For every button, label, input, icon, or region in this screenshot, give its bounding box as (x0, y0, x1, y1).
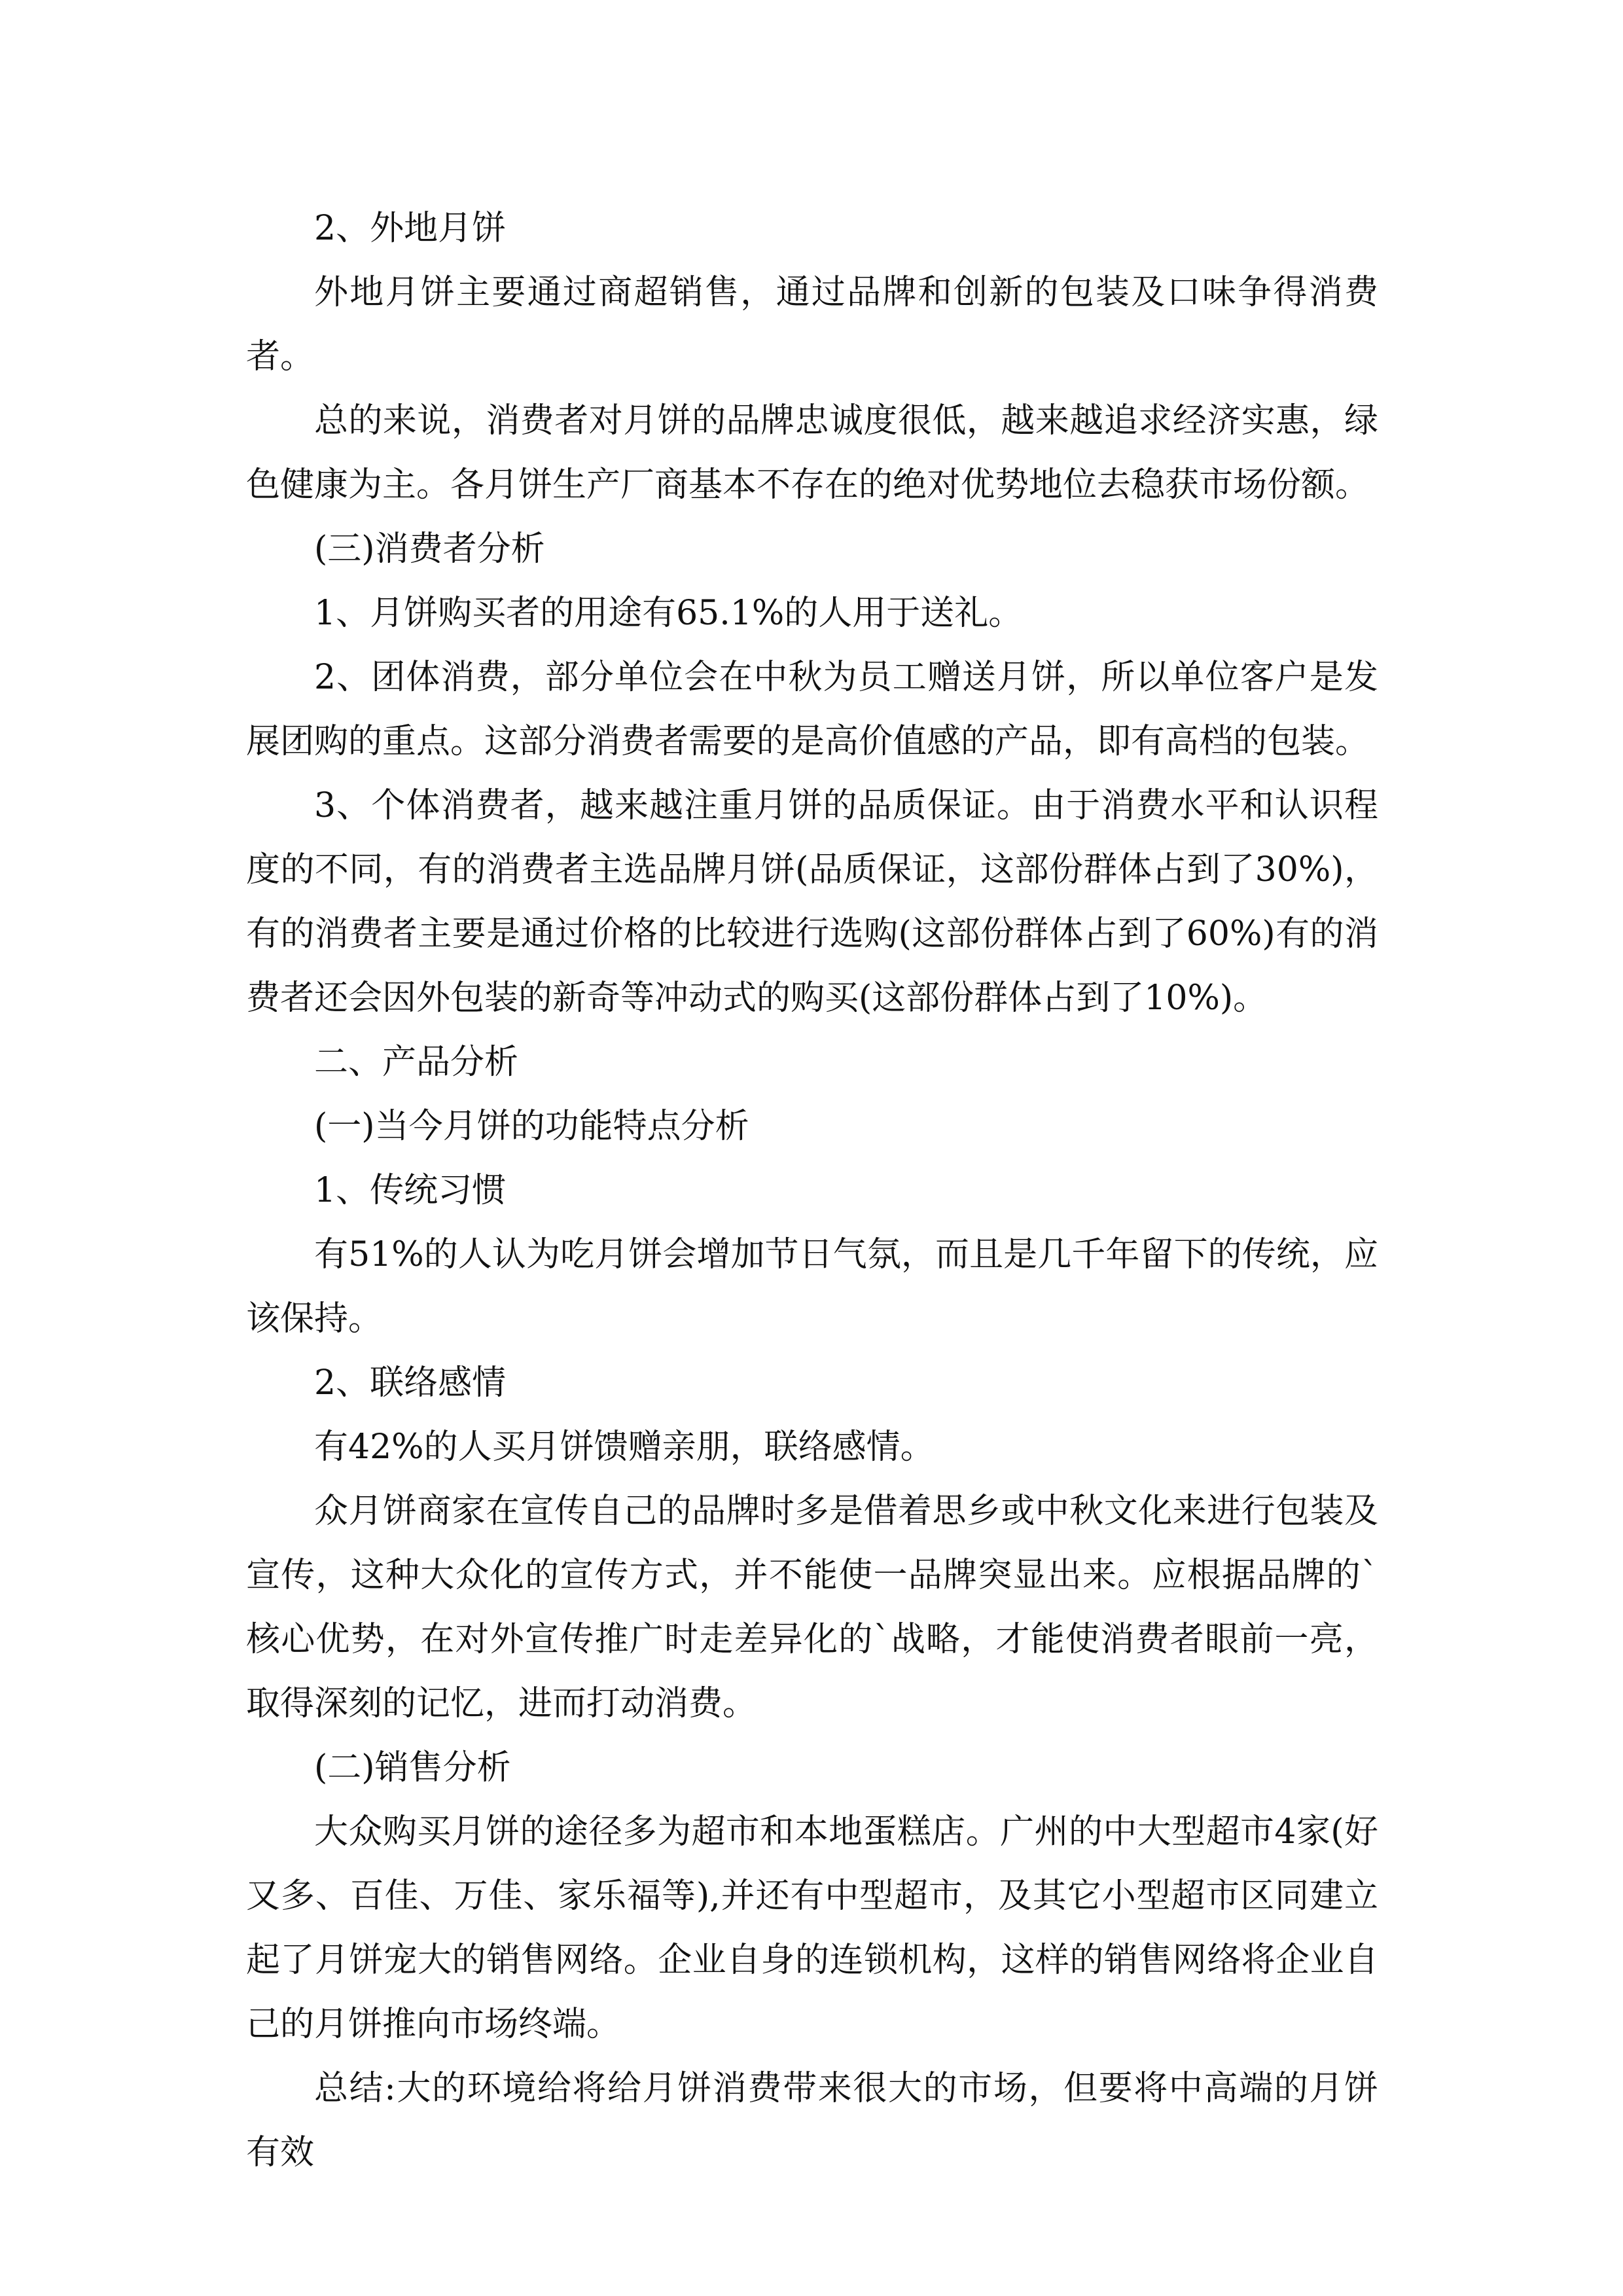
subsection-heading-sales-analysis: (二)销售分析 (314, 1748, 511, 1787)
body-paragraph: 有51%的人认为吃月饼会增加节日气氛，而且是几千年留下的传统，应该保持。 (246, 1235, 1378, 1338)
body-paragraph: 外地月饼主要通过商超销售，通过品牌和创新的包装及口味争得消费者。 (246, 273, 1378, 376)
body-paragraph: 1、月饼购买者的用途有65.1%的人用于送礼。 (314, 594, 1023, 633)
section-heading-consumer-analysis: (三)消费者分析 (314, 529, 545, 569)
subsection-heading-function-features: (一)当今月饼的功能特点分析 (314, 1107, 749, 1146)
section-heading-product-analysis: 二、产品分析 (314, 1043, 519, 1082)
body-paragraph: 总的来说，消费者对月饼的品牌忠诚度很低，越来越追求经济实惠，绿色健康为主。各月饼生产厂商基本不存在的绝对优势地位去稳获市场份额。 (246, 401, 1378, 505)
body-paragraph: 3、个体消费者，越来越注重月饼的品质保证。由于消费水平和认识程度的不同，有的消费者主选品牌月饼(品质保证，这部份群体占到了30%)，有的消费者主要是通过价格的比较进行选购(这部份群体占到了60%)有的消费者还会因外包装的新奇等冲动式的购买(这部份群体占到了10%)。 (246, 786, 1378, 1018)
body-paragraph: 大众购买月饼的途径多为超市和本地蛋糕店。广州的中大型超市4家(好又多、百佳、万佳、家乐福等),并还有中型超市，及其它小型超市区同建立起了月饼宠大的销售网络。企业自身的连锁机构，这样的销售网络将企业自己的月饼推向市场终端。 (246, 1812, 1378, 2044)
body-paragraph: 众月饼商家在宣传自己的品牌时多是借着思乡或中秋文化来进行包装及宣传，这种大众化的宣传方式，并不能使一品牌突显出来。应根据品牌的`核心优势，在对外宣传推广时走差异化的`战略，才能使消费者眼前一亮，取得深刻的记忆，进而打动消费。 (246, 1492, 1378, 1723)
item-heading-relationships: 2、联络感情 (314, 1363, 507, 1403)
body-paragraph: 有42%的人买月饼馈赠亲朋，联络感情。 (314, 1427, 935, 1467)
document-page (246, 196, 1378, 2185)
summary-paragraph: 总结:大的环境给将给月饼消费带来很大的市场，但要将中高端的月饼有效 (246, 2069, 1378, 2172)
body-paragraph: 2、团体消费，部分单位会在中秋为员工赠送月饼，所以单位客户是发展团购的重点。这部分消费者需要的是高价值感的产品，即有高档的包装。 (246, 658, 1378, 761)
section-heading-out-of-town-mooncakes: 2、外地月饼 (314, 209, 507, 248)
item-heading-tradition: 1、传统习惯 (314, 1171, 507, 1210)
